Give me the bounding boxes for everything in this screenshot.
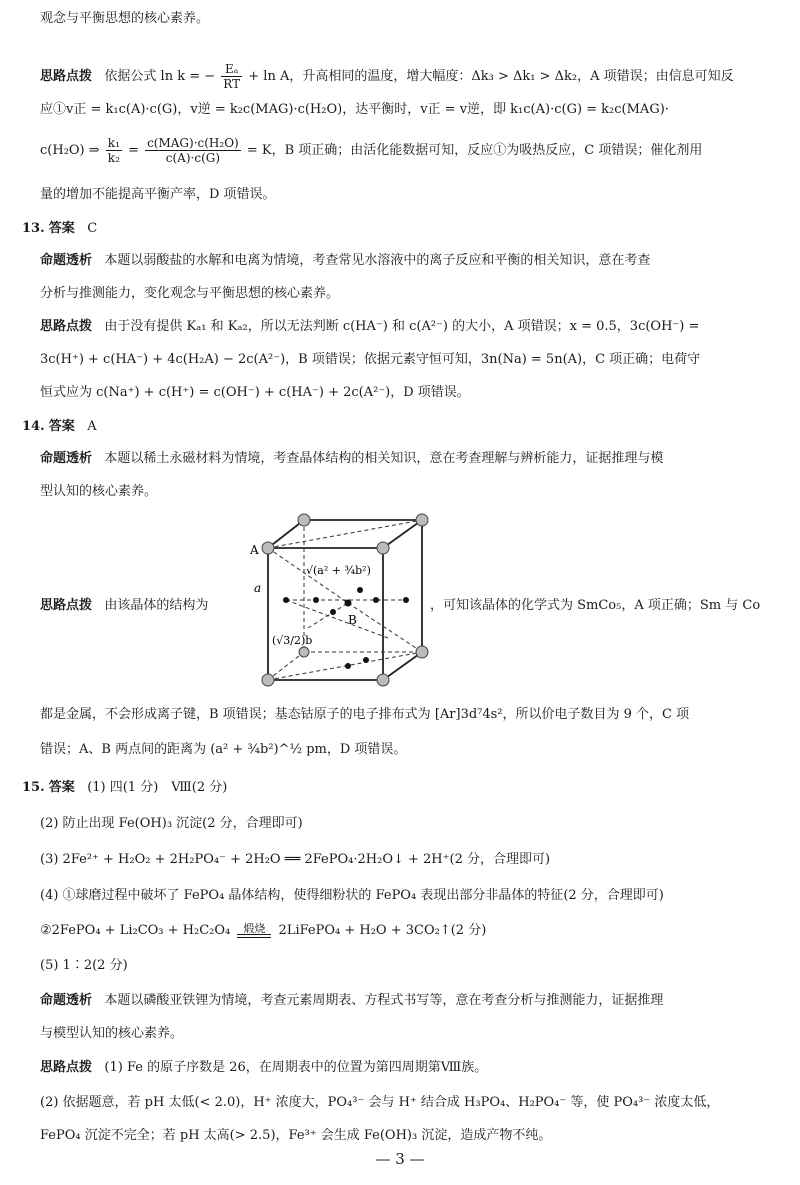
text-span: 由于没有提供 Kₐ₁ 和 Kₐ₂，所以无法判断 c(HA⁻) 和 c(A²⁻) 的大小，A 项错误；x = 0.5，3c(OH⁻) =: [104, 319, 700, 334]
text-line: 型认知的核心素养。: [40, 484, 158, 499]
numerator: c(MAG)·c(H₂O): [147, 136, 239, 150]
text-line: 都是金属，不会形成离子键，B 项错误；基态钴原子的电子排布式为 [Ar]3d⁷4s²，所以价电子数目为 9 个，C 项: [40, 707, 690, 722]
text-line: 分析与推测能力，变化观念与平衡思想的核心素养。: [40, 286, 340, 301]
crystal-structure-diagram: [248, 508, 430, 688]
text-span: 本题以稀土永磁材料为情境，考查晶体结构的相关知识，意在考查理解与辨析能力，证据推理与模: [104, 451, 664, 466]
text-line: 3c(H⁺) + c(HA⁻) + 4c(H₂A) − 2c(A²⁻)，B 项错误；依据元素守恒可知，3n(Na) = 5n(A)，C 项正确；电荷守: [40, 352, 701, 367]
question-number: 15.: [22, 780, 45, 795]
text-line: FePO₄ 沉淀不完全；若 pH 太高(> 2.5)，Fe³⁺ 会生成 Fe(OH)₃ 沉淀，造成产物不纯。: [40, 1128, 552, 1143]
answer-value: C: [87, 221, 98, 236]
reaction-condition: 煅烧: [243, 922, 266, 935]
text-line: (4) ①球磨过程中破坏了 FePO₄ 晶体结构，使得细粉状的 FePO₄ 表现出部分非晶体的特征(2 分，合理即可): [40, 888, 664, 903]
text-line: 观念与平衡思想的核心素养。: [40, 11, 210, 26]
text-line: 错误；A、B 两点间的距离为 (a² + ¾b²)^½ pm，D 项错误。: [40, 742, 407, 757]
text-line: ，可知该晶体的化学式为 SmCo₅，A 项正确；Sm 与 Co: [430, 598, 761, 613]
section-label: 命题透析: [40, 253, 93, 268]
text-line: [40, 318, 780, 336]
section-label: 思路点拨: [40, 319, 93, 334]
text-line: 应①v正 = k₁c(A)·c(G)，v逆 = k₂c(MAG)·c(H₂O)，达平衡时，v正 = v逆，即 k₁c(A)·c(G) = k₂c(MAG)·: [40, 102, 669, 117]
denominator: k₂: [107, 151, 120, 165]
denominator: c(A)·c(G): [165, 151, 221, 165]
text-line: [40, 62, 780, 88]
fraction: [221, 62, 242, 88]
question-number: 14.: [22, 419, 45, 434]
question-heading: [22, 779, 762, 797]
section-label: 思路点拨: [40, 1060, 93, 1075]
section-label: 思路点拨: [40, 69, 93, 84]
text-span: 本题以弱酸盐的水解和电离为情境，考查常见水溶液中的离子反应和平衡的相关知识，意在考查: [104, 253, 651, 268]
numerator: k₁: [107, 136, 120, 150]
denominator: RT: [223, 77, 241, 88]
text-span: =: [128, 143, 139, 158]
text-line: [40, 922, 780, 940]
text-span: (1) Fe 的原子序数是 26，在周期表中的位置为第四周期第Ⅷ族。: [104, 1060, 488, 1075]
text-line: 与模型认知的核心素养。: [40, 1026, 184, 1041]
text-line: [40, 252, 780, 270]
text-line: [40, 992, 780, 1010]
fraction: [145, 136, 241, 165]
text-line: (3) 2Fe²⁺ + H₂O₂ + 2H₂PO₄⁻ + 2H₂O ══ 2FePO₄·2H₂O↓ + 2H⁺(2 分，合理即可): [40, 852, 551, 867]
text-line: (2) 防止出现 Fe(OH)₃ 沉淀(2 分，合理即可): [40, 816, 303, 831]
text-line: (5) 1∶2(2 分): [40, 958, 128, 973]
fraction: [106, 136, 122, 165]
answer-label: 答案: [48, 221, 75, 236]
text-line: [40, 597, 250, 615]
question-heading: [22, 418, 762, 436]
text-span: 依据公式 ln k = −: [104, 69, 216, 84]
text-line: [40, 1059, 780, 1077]
label-edge-a: a: [254, 581, 262, 595]
text-span: 2LiFePO₄ + H₂O + 3CO₂↑(2 分): [278, 923, 487, 938]
text-line: (2) 依据题意，若 pH 太低(< 2.0)，H⁺ 浓度大，PO₄³⁻ 会与 H⁺ 结合成 H₃PO₄、H₂PO₄⁻ 等，使 PO₄³⁻ 浓度太低，: [40, 1095, 720, 1110]
answer-label: 答案: [48, 780, 75, 795]
section-label: 命题透析: [40, 993, 93, 1008]
text-line: 恒式应为 c(Na⁺) + c(H⁺) = c(OH⁻) + c(HA⁻) + 2c(A²⁻)，D 项错误。: [40, 385, 470, 400]
text-span: = K，B 项正确；由活化能数据可知，反应①为吸热反应，C 项错误；催化剂用: [246, 143, 703, 158]
numerator: Eₐ: [221, 62, 242, 77]
text-line: 量的增加不能提高平衡产率，D 项错误。: [40, 187, 276, 202]
text-line: [40, 132, 780, 170]
answer-value: A: [87, 419, 97, 434]
section-label: 命题透析: [40, 451, 93, 466]
answer-label: 答案: [48, 419, 75, 434]
text-span: 由该晶体的结构为: [104, 598, 209, 613]
text-line: [40, 450, 780, 468]
section-label: 思路点拨: [40, 598, 93, 613]
label-b-point: B: [348, 613, 357, 627]
answer-value: (1) 四(1 分) Ⅷ(2 分): [87, 780, 228, 795]
text-span: c(H₂O) ⇒: [40, 143, 100, 158]
text-span: 本题以磷酸亚铁锂为情境，考查元素周期表、方程式书写等，意在考查分析与推测能力，证据推理: [104, 993, 664, 1008]
question-number: 13.: [22, 221, 45, 236]
question-heading: [22, 220, 762, 238]
text-span: + ln A，升高相同的温度，增大幅度：Δk₃ > Δk₁ > Δk₂，A 项错误；由信息可知反: [248, 69, 734, 84]
reaction-arrow: [237, 923, 271, 938]
label-distance: √(a² + ¾b²): [306, 564, 371, 577]
page-number: — 3 —: [375, 1150, 425, 1168]
label-a-point: A: [250, 543, 259, 557]
text-span: ②2FePO₄ + Li₂CO₃ + H₂C₂O₄: [40, 923, 231, 938]
label-half-b: (√3/2)b: [272, 634, 313, 647]
